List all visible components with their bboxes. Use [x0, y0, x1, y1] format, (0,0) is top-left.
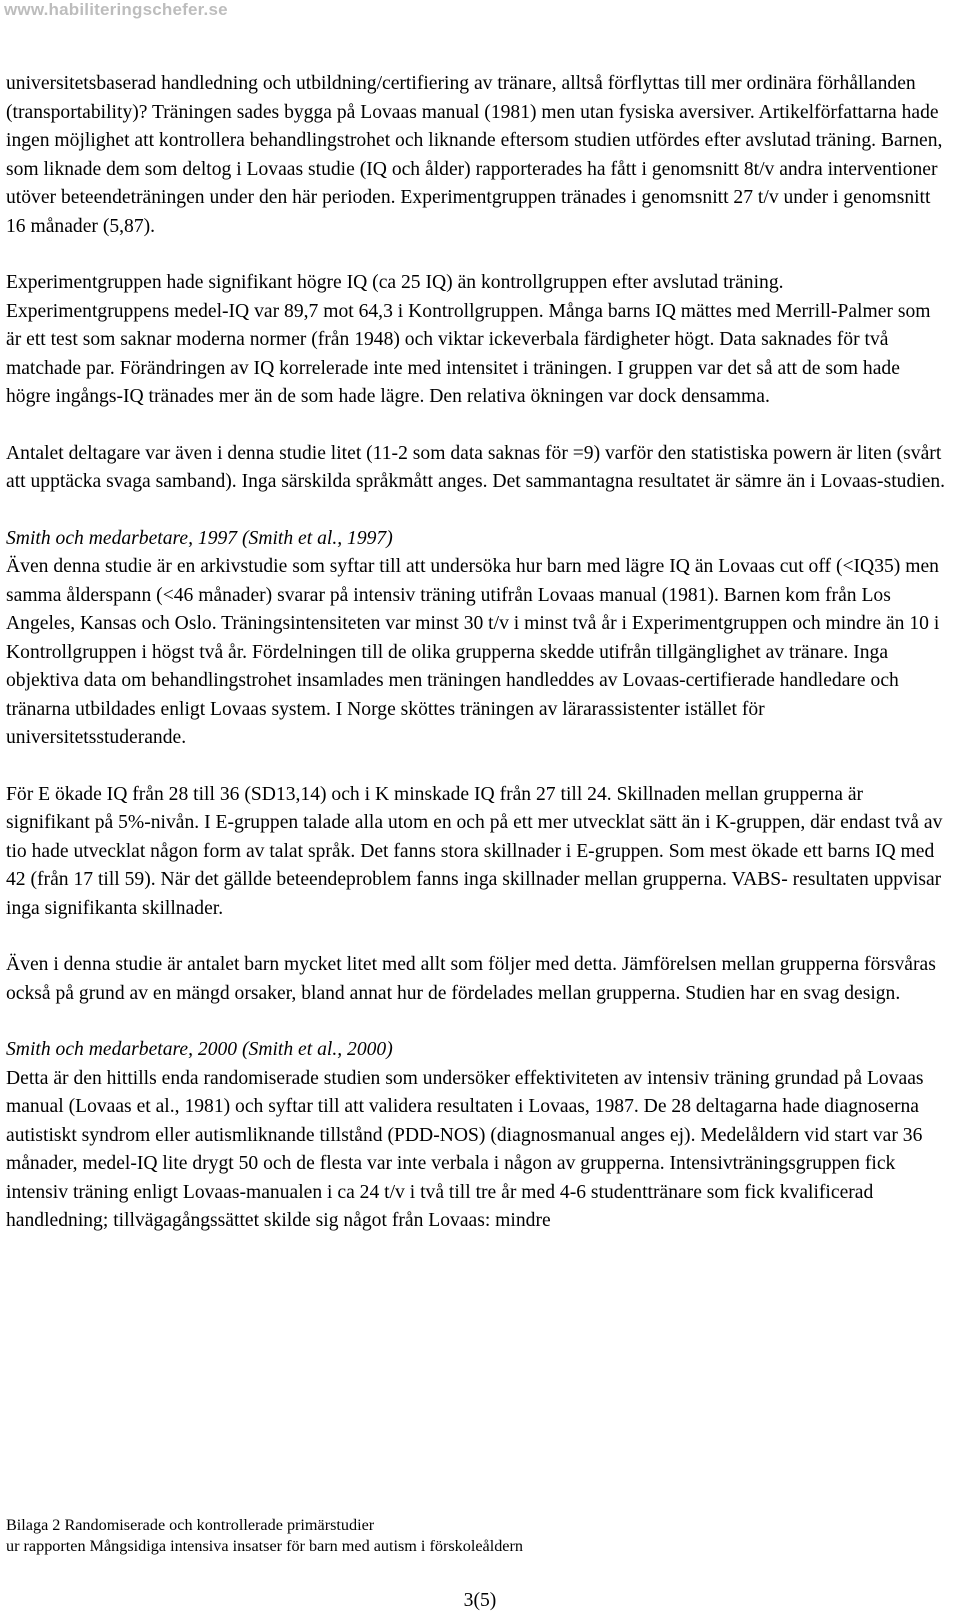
footer-appendix-line: Bilaga 2 Randomiserade och kontrollerade primärstudier [6, 1516, 375, 1534]
footer-report-line: ur rapporten Mångsidiga intensiva insatser för barn med autism i förskoleåldern [6, 1537, 523, 1555]
paragraph-transportability: universitetsbaserad handledning och utbildning/certifiering av tränare, alltså förflyttas till mer ordinära förhållanden (transportability)? Träningen sades bygga på Lovaas manual (1981) men utan fysiska aversiver. Artikelförfattarna hade ingen möjlighet att kontrollera behandlingstrohet och liknande eftersom studien utfördes efter avslutad träning. Barnen, som liknade dem som deltog i Lovaas studie (IQ och ålder) rapporterades ha fått i genomsnitt 8t/v andra interventioner utöver beteendeträningen under den här perioden. Experimentgruppen tränades i genomsnitt 27 t/v under i genomsnitt 16 månader (5,87). [6, 73, 943, 237]
paragraph-archive-study: Även denna studie är en arkivstudie som syftar till att undersöka hur barn med lägre IQ än Lovaas cut off (<IQ35) men samma ålderspann (<46 månader) svarar på intensiv träning utifrån Lovaas manual (1981). Barnen kom från Los Angeles, Kansas och Oslo. Träningsintensiteten var minst 30 t/v i minst två år i Experimentgruppen och mindre än 10 i Kontrollgruppen i högst två år. Fördelningen till de olika grupperna skedde utifrån tillgänglighet av tränare. Inga objektiva data om behandlingstrohet insamlades men träningen handleddes av Lovaas-certifierade handledare och tränarna utbildades enligt Lovaas system. I Norge sköttes träningen av lärarassistenter istället för universitetsstuderande. [6, 556, 940, 748]
paragraph-participants: Antalet deltagare var även i denna studie litet (11-2 som data saknas för =9) varför den statistiska powern är liten (svårt att upptäcka svaga samband). Inga särskilda språkmått anges. Det sammantagna resultatet är sämre än i Lovaas-studien. [6, 442, 946, 492]
paragraph-iq-results: Experimentgruppen hade signifikant högre IQ (ca 25 IQ) än kontrollgruppen efter avslutad träning. Experimentgruppens medel-IQ var 89,7 mot 64,3 i Kontrollgruppen. Många barns IQ mättes med Merrill-Palmer som är ett test som saknar moderna normer (från 1948) och viktar ickeverbala färdigheter högt. Data saknades för två matchade par. Förändringen av IQ korrelerade inte med intensitet i träningen. I gruppen var det så att de som hade högre ingångs-IQ tränades mer än de som hade lägre. Den relativa ökningen var dock densamma. [6, 272, 931, 407]
page-footer [6, 1515, 946, 1557]
section-heading-smith-2000: Smith och medarbetare, 2000 (Smith et al., 2000) [6, 1039, 393, 1060]
page-number: 3(5) [463, 1590, 497, 1611]
document-body [6, 70, 946, 1236]
paragraph-weak-design: Även i denna studie är antalet barn mycket litet med allt som följer med detta. Jämförelsen mellan grupperna försvåras också på grund av en mängd orsaker, bland annat hur de fördelades mellan grupperna. Studien har en svag design. [6, 954, 936, 1004]
site-watermark: www.habiliteringschefer.se [4, 0, 228, 19]
paragraph-e-k-results: För E ökade IQ från 28 till 36 (SD13,14) och i K minskade IQ från 27 till 24. Skillnaden mellan grupperna är signifikant på 5%-nivån. I E-gruppen talade alla utom en och på ett mer utvecklat sätt än i K-gruppen, där endast två av tio hade utvecklat någon form av talat språk. Det fanns stora skillnader i E-gruppen. Som mest ökade ett barns IQ med 42 (från 17 till 59). När det gällde beteendeproblem fanns inga skillnader mellan grupperna. VABS- resultaten uppvisar inga signifikanta skillnader. [6, 783, 943, 919]
section-heading-smith-1997: Smith och medarbetare, 1997 (Smith et al., 1997) [6, 527, 393, 549]
paragraph-randomized-study: Detta är den hittills enda randomiserade studien som undersöker effektiviteten av intensiv träning grundad på Lovaas manual (Lovaas et al., 1981) och syftar till att validera resultaten i Lovaas, 1987. De 28 deltagarna hade diagnoserna autistiskt syndrom eller autismliknande tillstånd (PDD-NOS) (diagnosmanual anges ej). Medelåldern vid start var 36 månader, medel-IQ lite drygt 50 och de flesta var inte verbala i någon av grupperna. Intensivträningsgruppen fick intensiv träning enligt Lovaas-manualen i ca 24 t/v i två till tre år med 4-6 studenttränare som fick kvalificerad handledning; tillvägagångssättet skilde sig något från Lovaas: mindre [6, 1067, 924, 1231]
